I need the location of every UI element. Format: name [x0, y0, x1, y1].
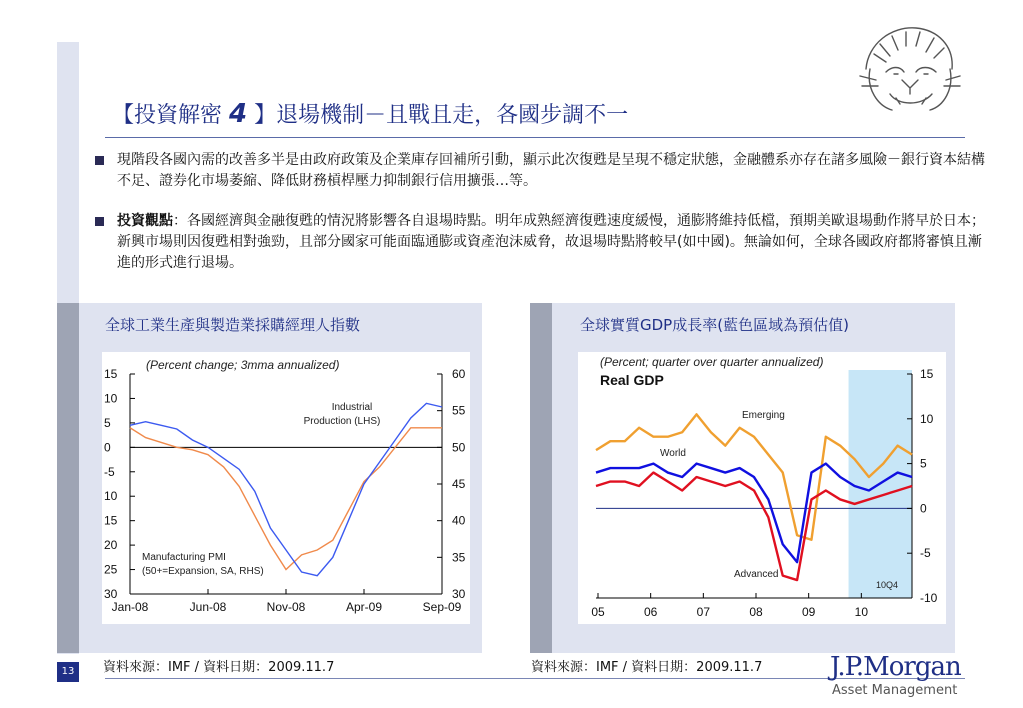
left-chart-box [102, 352, 470, 624]
emerging-label: Emerging [742, 410, 785, 421]
chart1-ytick-label: -5 [104, 464, 115, 479]
real-gdp-chart [578, 352, 946, 624]
chart1-ytick-label: 10 [104, 391, 118, 406]
chart2-ytick-label: 10 [920, 411, 934, 426]
bullet-2-text [117, 211, 987, 274]
chart1-y2tick-label: 30 [452, 587, 466, 601]
chart1-y2tick-label: 50 [452, 440, 466, 455]
left-source: 資料來源：IMF / 資料日期：2009.11.7 [103, 660, 335, 675]
left-panel-title: 全球工業生產與製造業採購經理人指數 [105, 316, 361, 334]
chart1-ytick-label: 0 [104, 440, 111, 455]
chart2-xtick-label: 08 [749, 605, 763, 619]
pmi-series-line [130, 403, 442, 575]
chart2-ytick-label: 5 [920, 456, 927, 471]
right-panel-title: 全球實質GDP成長率(藍色區域為預估值) [580, 316, 849, 334]
chart1-y2tick-label: 55 [452, 403, 466, 418]
chart1-ytick-label: 10 [104, 489, 118, 504]
right-panel-edge [530, 303, 552, 653]
title-suffix: 】退場機制－且戰且走，各國步調不一 [254, 103, 629, 128]
bullet-1-text [117, 150, 987, 192]
ip-series-label-2: Production (LHS) [303, 416, 381, 427]
chart1-xtick-label: Sep-09 [422, 600, 462, 614]
page-number: 13 [57, 662, 79, 682]
chart2-subtitle: (Percent; quarter over quarter annualized) [600, 355, 824, 369]
bullet-1-body: 現階段各國內需的改善多半是由政府政策及企業庫存回補所引動，顯示此次復甦是呈現不穩定狀態，金融體系亦存在諸多風險－銀行資本結構不足、證券化市場萎縮、降低財務槓桿壓力抑制銀行信用擴張…等。 [117, 152, 985, 189]
right-source: 資料來源：IMF / 資料日期：2009.11.7 [531, 660, 763, 675]
chart1-ytick-label: 25 [104, 562, 118, 577]
chart2-xtick-label: 07 [696, 605, 711, 619]
chart2-xtick-label: 05 [591, 605, 605, 619]
bullet-2-bold: 投資觀點 [117, 213, 173, 229]
chart2-ytick-label: 15 [920, 367, 934, 381]
pmi-series-label-1: Manufacturing PMI [142, 552, 226, 563]
bullet-2-body: ：各國經濟與金融復甦的情況將影響各自退場時點。明年成熟經濟復甦速度緩慢，通膨將維持低檔，預期美歐退場動作將早於日本；新興市場則因復甦相對強勁，且部分國家可能面臨通膨或資產泡沫威脅，故退場時點將較早(如中國)。無論如何，全球各國政府都將審慎且漸進的形式進行退場。 [117, 213, 985, 271]
advanced-label: Advanced [734, 569, 779, 580]
chart1-ytick-label: 20 [104, 538, 118, 553]
chart1-y2tick-label: 35 [452, 550, 466, 565]
chart1-ytick-label: 15 [104, 513, 118, 528]
chart1-y2tick-label: 40 [452, 513, 466, 528]
chart2-ytick-label: -10 [920, 591, 938, 605]
title-prefix: 【投資解密 [112, 103, 223, 128]
chart1-subtitle: (Percent change; 3mma annualized) [146, 358, 340, 372]
chart2-xtick-label: 06 [643, 605, 658, 619]
chart2-xtick-label: 10 [854, 605, 869, 619]
chart2-ytick-label: 0 [920, 501, 927, 516]
title-rule [105, 137, 965, 138]
ip-pmi-chart [102, 352, 470, 624]
chart1-xtick-label: Apr-09 [345, 600, 383, 614]
brand-logo: J.P.Morgan [830, 652, 961, 682]
chart1-ytick-label: 5 [104, 415, 111, 430]
chart1-ytick-label: 15 [104, 367, 118, 381]
chart2-chart-title: Real GDP [600, 372, 664, 388]
chart2-xtick-label: 09 [801, 605, 816, 619]
chart1-xtick-label: Nov-08 [266, 600, 306, 614]
right-chart-box [578, 352, 946, 624]
ip-series-label-1: Industrial [331, 402, 373, 413]
bullet-square-icon [95, 156, 104, 165]
chart1-xtick-label: Jun-08 [189, 600, 227, 614]
ip-series-line [130, 428, 442, 570]
forecast-label: 10Q4 [876, 580, 899, 590]
world-label: World [660, 448, 686, 459]
title-number: 4 [229, 99, 248, 129]
chart1-y2tick-label: 60 [452, 367, 466, 381]
chart1-xtick-label: Jan-08 [111, 600, 149, 614]
chart1-ytick-label: 30 [104, 587, 118, 601]
chart2-ytick-label: -5 [920, 546, 931, 561]
pmi-series-label-2: (50+=Expansion, SA, RHS) [142, 566, 264, 577]
slide-title [112, 98, 628, 129]
brand-subtitle: Asset Management [832, 683, 958, 698]
chart1-y2tick-label: 45 [452, 477, 466, 491]
tiger-logo-icon [846, 14, 966, 114]
left-panel-edge [57, 303, 79, 653]
bullet-square-icon [95, 217, 104, 226]
